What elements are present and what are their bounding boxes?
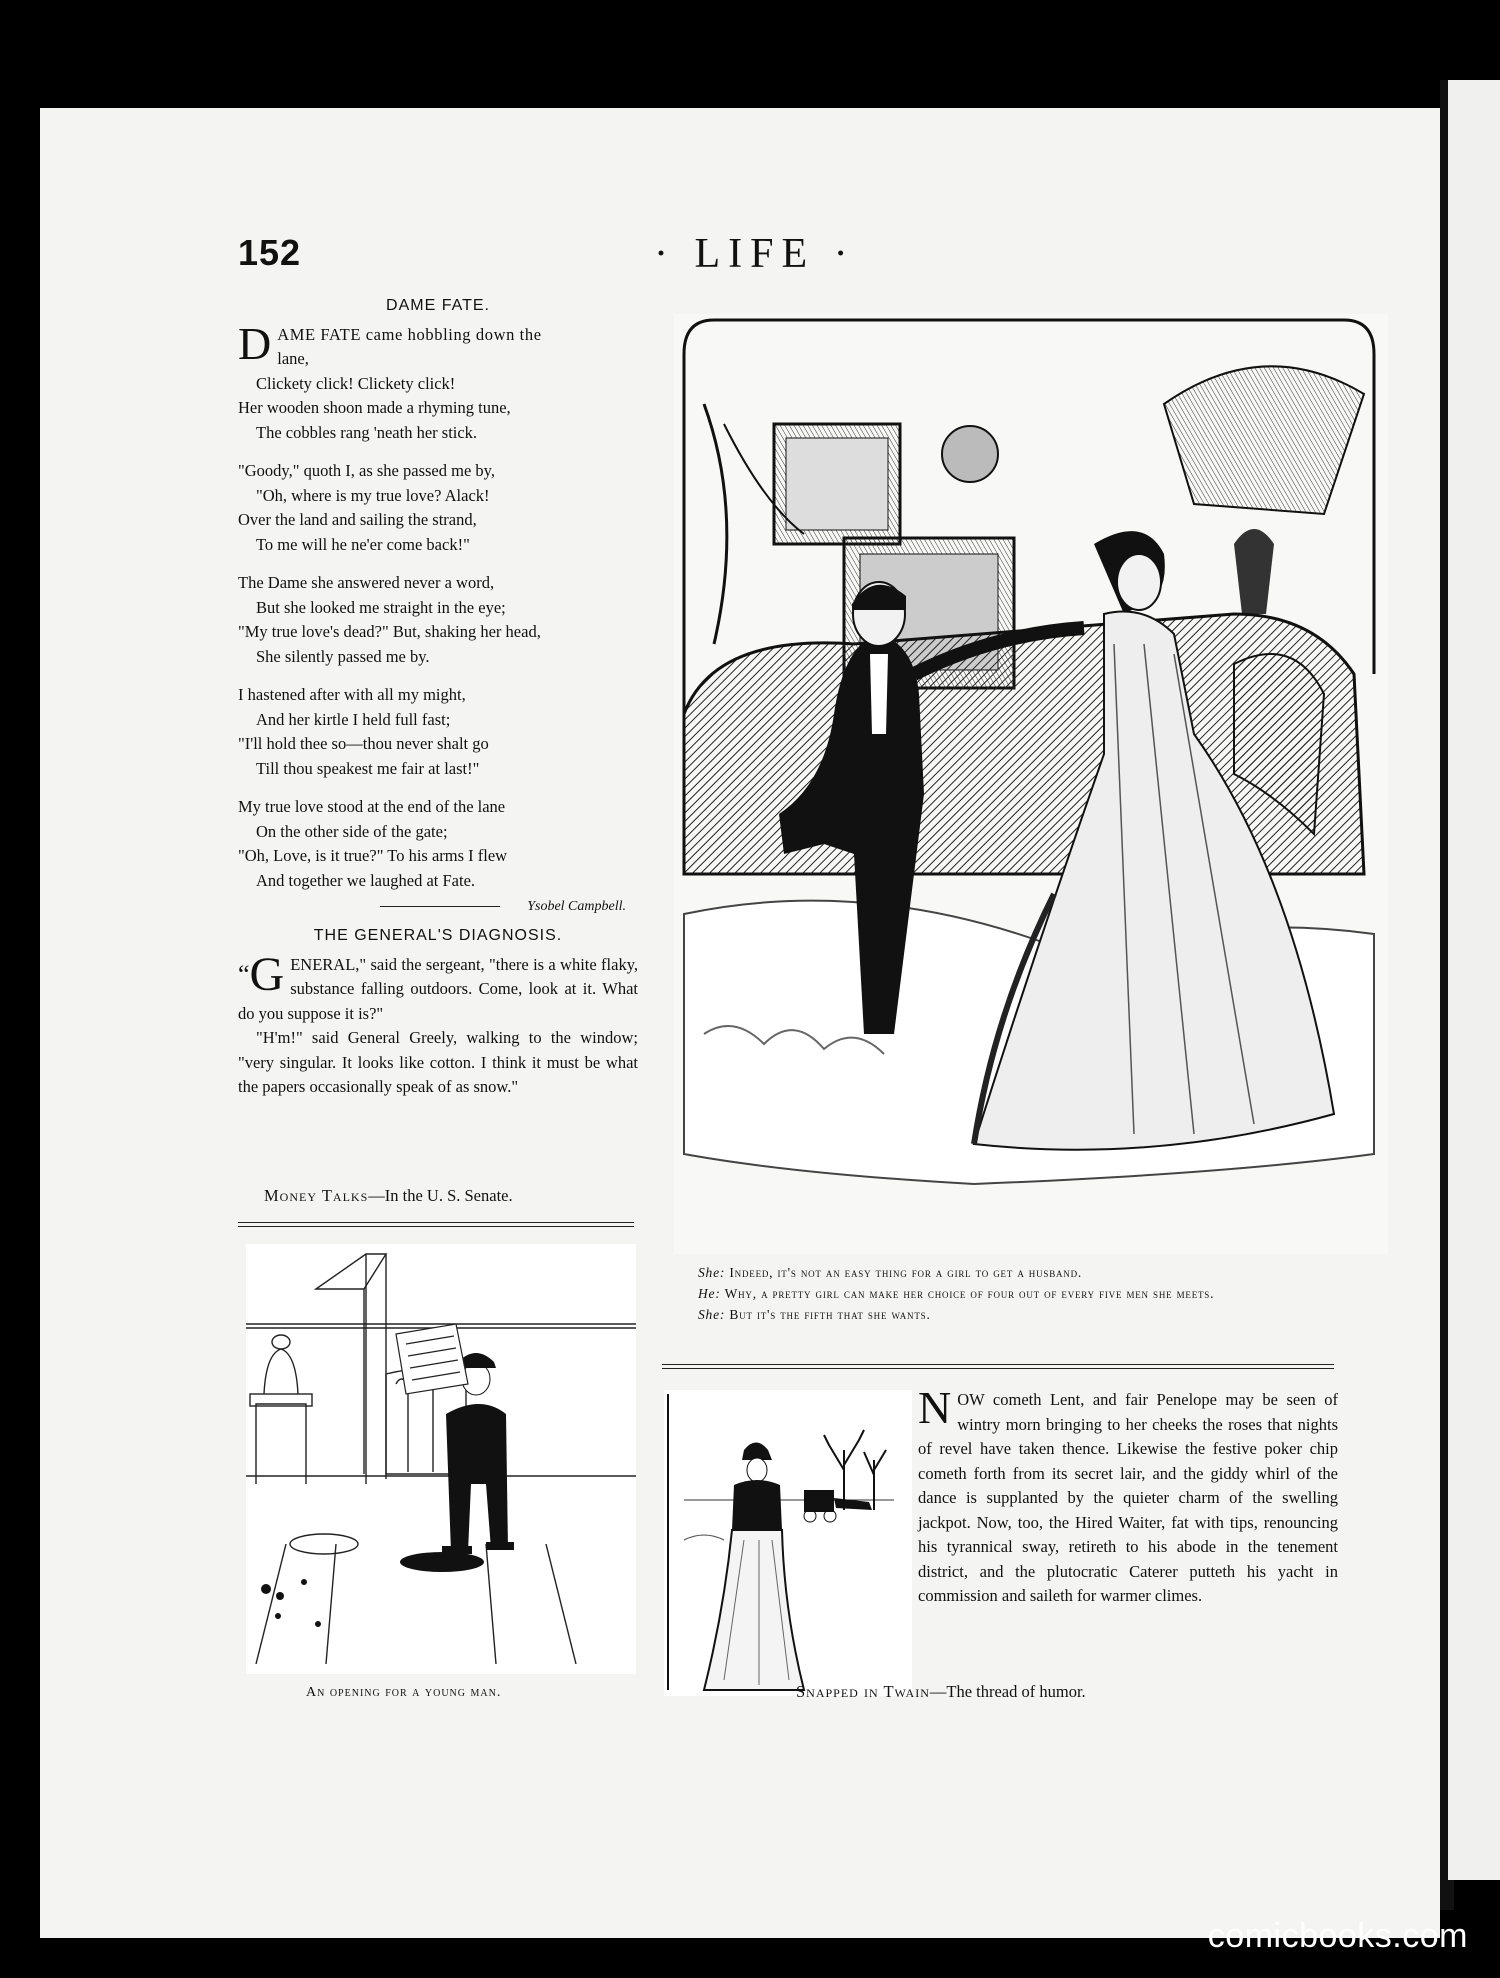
poem-line: "Goody," quoth I, as she passed me by, [238,461,495,480]
lent-first-line: OW cometh Lent, and fair Penelope may [957,1390,1254,1409]
para-first-line: ENERAL," said the sergeant, "there [290,954,529,974]
snapped-lead: Snapped in Twain [796,1682,930,1701]
speaker-she: She: [698,1307,726,1322]
dropcap-d: D [238,317,272,369]
lent-text: be seen of wintry morn bringing to her cheeks the roses that nights of revel have taken thence. Likewise the festive poker chip cometh forth from its secret lair, and the giddy whirl of the dance is supplanted by the quieter charm of the swelling jackpot. Now, too, the Hired Waiter, fat with tips, renouncing his tyrannical sway, retireth to his abode in the tenement district, and the plutocratic Caterer putteth his yacht in commission and saileth for warmer climes. [918,1390,1339,1605]
snapped-rest: —The thread of humor. [929,1682,1086,1701]
stanza-1 [238,317,638,446]
speaker-he: He: [698,1286,721,1301]
dialogue-line-1 [664,1262,1304,1283]
poem-line: Over the land and sailing the strand, [238,510,477,529]
couple-dialogue [664,1262,1304,1325]
section-rule [238,1226,634,1227]
generals-para-1 [238,947,638,1027]
couple-illustration [674,314,1388,1254]
stanza-3 [238,571,638,669]
penelope-illustration [664,1390,912,1696]
dialogue-text: Indeed, it's not an easy thing for a girl to get a husband. [729,1265,1083,1280]
poem-line: And her kirtle I held full fast; [256,709,451,729]
snapped-in-twain [796,1682,1086,1702]
young-man-drawing [246,1244,636,1674]
stanza-5 [238,795,638,893]
money-talks-lead: Money Talks [264,1186,369,1205]
young-man-caption: An opening for a young man. [306,1685,502,1700]
poem-line: On the other side of the gate; [256,821,448,841]
speaker-she: She: [698,1265,726,1280]
section-rule [662,1368,1334,1369]
generals-diagnosis [238,924,638,1100]
poem-line: The Dame she answered never a word, [238,573,495,592]
poem-line: "Oh, Love, is it true?" To his arms I flew [238,846,508,865]
poem-line: She silently passed me by. [256,646,430,666]
lent-paragraph [918,1382,1339,1609]
poem-line: Till thou speakest me fair at last!" [256,758,480,778]
poem-line: I hastened after with all my might, [238,685,466,704]
masthead-title: · LIFE · [654,231,856,277]
next-page-edge [1448,80,1500,1880]
dropcap-n: N [918,1382,952,1433]
dropcap-quote: “ [238,959,250,989]
poem-author: Ysobel Campbell. [527,899,626,914]
poem-line: "My true love's dead?" But, shaking her head, [238,622,541,641]
dame-fate-poem [238,294,638,920]
poem-line: But she looked me straight in the eye; [256,597,506,617]
para-rest: is a white flaky, substance falling outdoors. Come, look at it. What do you suppose it is?" [238,954,638,1023]
poem-line: "I'll hold thee so—thou never shalt go [238,734,489,753]
poem-line: And together we laughed at Fate. [256,870,476,890]
money-talks [264,1186,513,1206]
poem-line: Her wooden shoon made a rhyming tune, [238,398,511,417]
dropcap-g-wrap [238,947,285,1001]
watermark: comicbooks.com [1207,1917,1468,1955]
dialogue-text: But it's the fifth that she wants. [729,1307,931,1322]
money-talks-rest: —In the U. S. Senate. [368,1186,513,1205]
poem-line: The cobbles rang 'neath her stick. [256,422,478,442]
generals-diagnosis-title: THE GENERAL'S DIAGNOSIS. [313,927,563,944]
poem-line: Clickety click! Clickety click! [256,373,456,393]
stanza-2 [238,459,638,557]
poem-line: My true love stood at the end of the lane [238,797,506,816]
stanza-4 [238,683,638,781]
page-number: 152 [238,232,302,273]
section-rule [662,1364,1334,1365]
section-rule [238,1222,634,1223]
dialogue-line-2 [664,1283,1304,1304]
dialogue-text: Why, a pretty girl can make her choice of four out of every five men she meets. [724,1286,1215,1301]
poem-line: To me will he ne'er come back!" [256,534,470,554]
dame-fate-title: DAME FATE. [386,297,490,314]
winter-scene-drawing [664,1390,912,1696]
young-man-illustration [246,1244,636,1674]
generals-para-2: "H'm!" said General Greely, walking to the window; "very singular. It looks like cotton. I think it must be what the papers occasionally speak of as snow." [238,1028,638,1096]
parlor-scene-drawing [674,314,1388,1254]
dialogue-line-3 [664,1304,1304,1325]
poem-line: "Oh, where is my true love? Alack! [256,485,490,505]
poem-line: lane, [277,349,309,368]
section-divider [380,906,500,907]
poem-first-line: AME FATE came hobbling down the [277,324,542,344]
dropcap-g: G [249,947,285,1001]
